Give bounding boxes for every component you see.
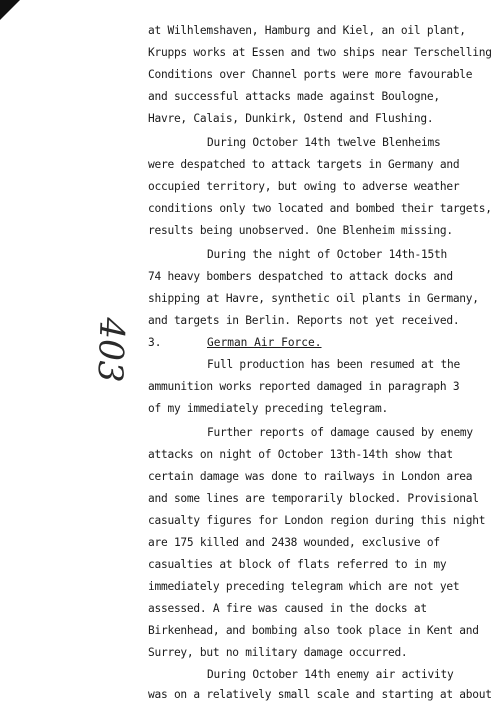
text-line: at Wilhlemshaven, Hamburg and Kiel, an oil plant, (148, 24, 466, 37)
text-line: Havre, Calais, Dunkirk, Ostend and Flushing. (148, 112, 434, 125)
text-line: Further reports of damage caused by enemy (207, 426, 473, 439)
text-line: casualty figures for London region during this night (148, 514, 486, 527)
text-line: During October 14th enemy air activity (207, 668, 454, 681)
text-line: results being unobserved. One Blenheim missing. (148, 224, 453, 237)
text-line: 74 heavy bombers despatched to attack docks and (148, 270, 453, 283)
text-line: immediately preceding telegram which are not yet (148, 580, 460, 593)
text-line: was on a relatively small scale and starting at about (148, 688, 492, 701)
text-line: of my immediately preceding telegram. (148, 402, 388, 415)
text-line: ammunition works reported damaged in paragraph 3 (148, 380, 460, 393)
text-line: certain damage was done to railways in London area (148, 470, 473, 483)
text-line: and targets in Berlin. Reports not yet received. (148, 314, 460, 327)
text-line: Birkenhead, and bombing also took place in Kent and (148, 624, 479, 637)
page-corner-mark (0, 0, 20, 20)
section-heading: German Air Force. (207, 336, 322, 349)
text-line: Full production has been resumed at the (207, 358, 460, 371)
text-line: conditions only two located and bombed their targets, (148, 202, 492, 215)
text-line: were despatched to attack targets in Germany and (148, 158, 460, 171)
section-number: 3. (148, 336, 162, 349)
text-line: casualties at block of flats referred to in my (148, 558, 447, 571)
text-line: Krupps works at Essen and two ships near Terschelling (148, 46, 492, 59)
text-line: shipping at Havre, synthetic oil plants in Germany, (148, 292, 479, 305)
text-line: assessed. A fire was caused in the docks at (148, 602, 427, 615)
text-line: and some lines are temporarily blocked. Provisional (148, 492, 479, 505)
handwritten-page-number: 403 (89, 316, 132, 384)
text-line: occupied territory, but owing to adverse weather (148, 180, 460, 193)
text-line: Surrey, but no military damage occurred. (148, 646, 408, 659)
text-line: During October 14th twelve Blenheims (207, 136, 441, 149)
text-line: Conditions over Channel ports were more favourable (148, 68, 473, 81)
text-line: attacks on night of October 13th-14th show that (148, 448, 453, 461)
text-line: and successful attacks made against Boulogne, (148, 90, 440, 103)
text-line: During the night of October 14th-15th (207, 248, 447, 261)
text-line: are 175 killed and 2438 wounded, exclusive of (148, 536, 440, 549)
